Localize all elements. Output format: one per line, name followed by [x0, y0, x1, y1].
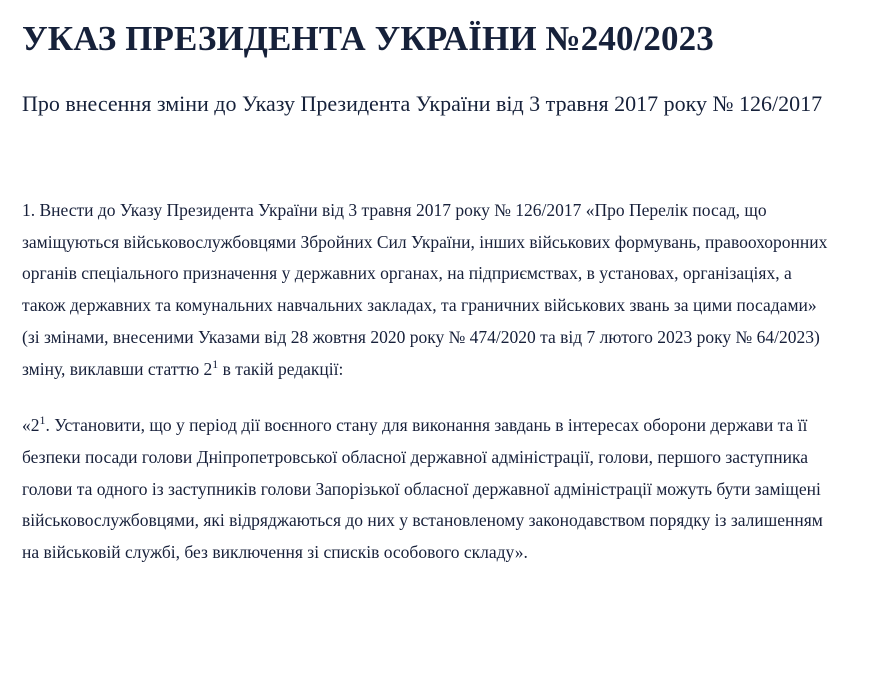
paragraph-2	[22, 410, 834, 569]
paragraph-2-text-after: . Установити, що у період дії воєнного стану для виконання завдань в інтересах оборони держави та її безпеки посади голови Дніпропетровської обласної державної адміністрації, голови, першого заступника голови та одного із заступників голови Запорізької обласної державної адміністрації можуть бути заміщені військовослужбовцями, які відряджаються до них у встановленому законодавством порядку із залишенням на військовій службі, без виключення зі списків особового складу».	[22, 414, 823, 563]
paragraph-1	[22, 195, 834, 386]
page-title: УКАЗ ПРЕЗИДЕНТА УКРАЇНИ №240/2023	[22, 19, 714, 58]
paragraph-1-text-before: 1. Внести до Указу Президента України від 3 травня 2017 року № 126/2017 «Про Перелік посад, що заміщуються військовослужбовцями Збройних Сил України, інших військових формувань, правоохоронних органів спеціального призначення у державних органах, на підприємствах, в установах, організаціях, а також державних та комунальних навчальних закладах, та граничних військових звань за цими посадами» (зі змінами, внесеними Указами від 28 жовтня 2020 року № 474/2020 та від 7 лютого 2023 року № 64/2023) зміну, виклавши статтю 2	[22, 199, 828, 379]
paragraph-1-superscript: 1	[212, 357, 219, 372]
paragraph-1-text-after: в такій редакції:	[218, 359, 344, 379]
paragraph-2-superscript: 1	[39, 413, 46, 428]
document-subtitle: Про внесення зміни до Указу Президента України від 3 травня 2017 року № 126/2017	[22, 90, 823, 116]
paragraph-2-text-before: «2	[22, 414, 40, 435]
document-body	[22, 195, 834, 569]
